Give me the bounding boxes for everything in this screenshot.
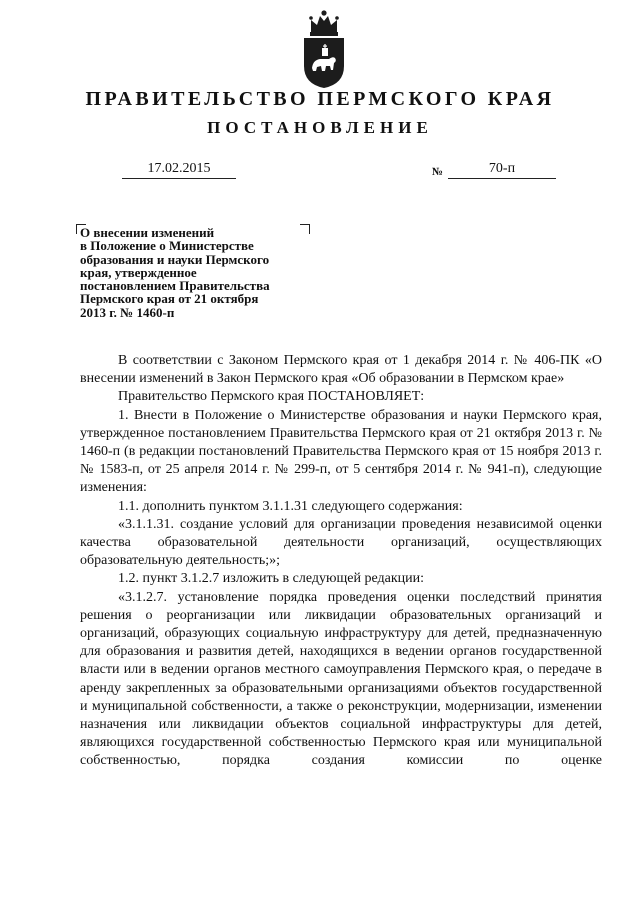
document-type: ПОСТАНОВЛЕНИЕ (207, 118, 433, 137)
subject-line: края, утвержденное (80, 264, 197, 280)
clause-3-1-2-7-paragraph: «3.1.2.7. установление порядка проведения оценки последствий принятия решения о реорганизации или ликвидации образовательных организаций и организаций, образующих социальную инфраструктуру для детей, предназначенную для образования и развития детей, находящихся в ведении органов государственной власти или в ведении органов местного самоуправления Пермского края, о передаче в аренду закрепленных за образовательными организациями объектов государственной и муниципальной собственности, а также о реконструкции, модернизации, изменении назначения или ликвидации объектов социальной инфраструктуры для детей, являющихся государственной собственностью Пермского края или муниципальной собственностью, порядка создания комиссии по оценке (80, 589, 602, 769)
subject-line: постановлением Правительства (80, 278, 270, 294)
clause-1-paragraph: 1. Внести в Положение о Министерстве образования и науки Пермского края, утвержденное постановлением Правительства Пермского края от 21 октября 2013 г. № 1460-п (в редакции постановлений Правительства Пермского края от 15 ноября 2013 г. № 1583-п, от 25 апреля 2014 г. № 299-п, от 5 сентября 2014 г. № 941-п), следующие изменения: (80, 407, 602, 496)
government-title: ПРАВИТЕЛЬСТВО ПЕРМСКОГО КРАЯ (85, 88, 555, 110)
perm-krai-coat-of-arms-icon (300, 8, 348, 90)
subject-line: в Положение о Министерстве (80, 238, 254, 254)
clause-3-1-1-31-paragraph: «3.1.1.31. создание условий для организации проведения независимой оценки качества образовательной деятельности организаций, осуществляющих образовательную деятельность;»; (80, 516, 602, 569)
subject-line: О внесении изменений (80, 225, 215, 240)
document-number: 70-п (448, 160, 556, 179)
document-body (80, 352, 602, 771)
document-subject (80, 226, 312, 319)
resolution-paragraph: Правительство Пермского края ПОСТАНОВЛЯЕТ: (118, 389, 425, 405)
clause-1-1-paragraph: 1.1. дополнить пунктом 3.1.1.31 следующего содержания: (118, 498, 463, 514)
number-sign: № (432, 166, 444, 178)
preamble-paragraph: В соответствии с Законом Пермского края от 1 декабря 2014 г. № 406-ПК «О внесении изменений в Закон Пермского края «Об образовании в Пермском крае» (80, 353, 602, 387)
subject-line: Пермского края от 21 октября (80, 291, 259, 307)
clause-1-2-paragraph: 1.2. пункт 3.1.2.7 изложить в следующей редакции: (118, 571, 424, 587)
subject-line: образования и науки Пермского (80, 251, 270, 267)
subject-line: 2013 г. № 1460-п (80, 304, 175, 320)
document-date: 17.02.2015 (122, 160, 236, 179)
